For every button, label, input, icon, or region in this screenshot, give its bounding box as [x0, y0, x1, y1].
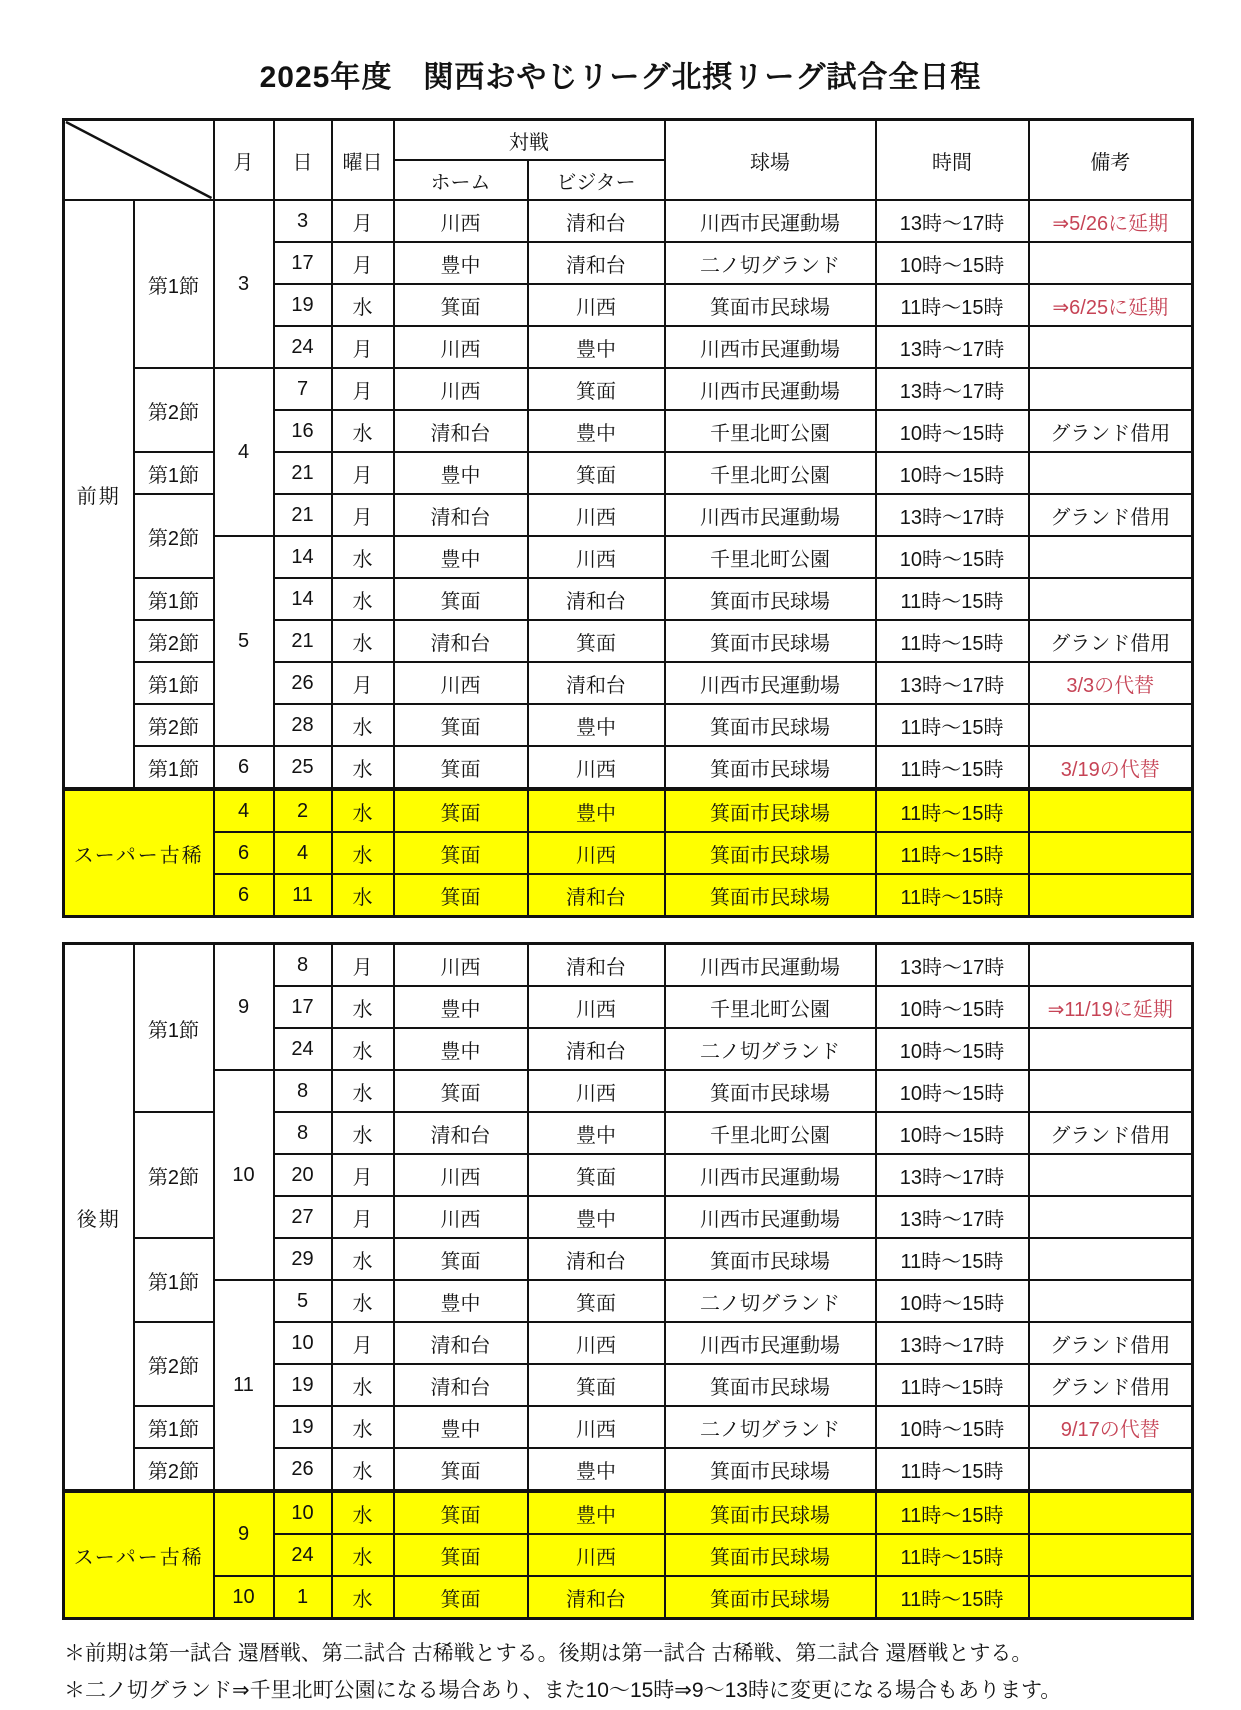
note-cell: [1029, 1534, 1193, 1576]
first-half-label: 前期: [64, 200, 134, 789]
weekday-cell: 水: [332, 578, 394, 620]
weekday-cell: 月: [332, 242, 394, 284]
weekday-cell: 水: [332, 1534, 394, 1576]
visitor-cell: 箕面: [528, 368, 665, 410]
day-cell: 19: [274, 1364, 332, 1406]
stadium-cell: 千里北町公園: [665, 986, 876, 1028]
home-cell: 箕面: [394, 1238, 528, 1280]
home-cell: 清和台: [394, 1322, 528, 1364]
weekday-cell: 水: [332, 1112, 394, 1154]
visitor-cell: 川西: [528, 536, 665, 578]
section-cell: 第1節: [134, 578, 214, 620]
visitor-cell: 清和台: [528, 662, 665, 704]
home-cell: 箕面: [394, 578, 528, 620]
home-cell: 川西: [394, 1196, 528, 1238]
note-cell: [1029, 789, 1193, 832]
stadium-cell: 箕面市民球場: [665, 578, 876, 620]
visitor-cell: 清和台: [528, 578, 665, 620]
stadium-cell: 箕面市民球場: [665, 620, 876, 662]
time-cell: 10時〜15時: [876, 242, 1029, 284]
day-cell: 14: [274, 578, 332, 620]
day-cell: 26: [274, 662, 332, 704]
stadium-cell: 箕面市民球場: [665, 789, 876, 832]
weekday-cell: 水: [332, 1070, 394, 1112]
note-cell: グランド借用: [1029, 1364, 1193, 1406]
schedule-row: [64, 536, 1193, 578]
visitor-cell: 川西: [528, 1322, 665, 1364]
visitor-cell: 川西: [528, 746, 665, 789]
super-koki-label: スーパー古稀: [64, 789, 214, 917]
weekday-cell: 水: [332, 1491, 394, 1534]
schedule-row: [64, 1070, 1193, 1112]
visitor-cell: 川西: [528, 1406, 665, 1448]
home-cell: 豊中: [394, 986, 528, 1028]
visitor-cell: 川西: [528, 494, 665, 536]
schedule-row: [64, 368, 1193, 410]
home-cell: 川西: [394, 944, 528, 987]
stadium-cell: 箕面市民球場: [665, 832, 876, 874]
visitor-cell: 箕面: [528, 1280, 665, 1322]
stadium-cell: 箕面市民球場: [665, 1576, 876, 1619]
schedule-row: [64, 746, 1193, 789]
time-cell: 13時〜17時: [876, 326, 1029, 368]
time-cell: 11時〜15時: [876, 1364, 1029, 1406]
weekday-cell: 水: [332, 620, 394, 662]
day-cell: 17: [274, 986, 332, 1028]
day-cell: 7: [274, 368, 332, 410]
visitor-cell: 川西: [528, 986, 665, 1028]
note-cell: [1029, 1070, 1193, 1112]
footnote-2: ＊二ノ切グランド⇒千里北町公園になる場合あり、また10〜15時⇒9〜13時に変更になる場合もあります。: [64, 1678, 1062, 1702]
section-cell: 第1節: [134, 1406, 214, 1448]
month-cell: 4: [214, 368, 274, 536]
home-cell: 箕面: [394, 1534, 528, 1576]
note-cell: グランド借用: [1029, 410, 1193, 452]
day-cell: 4: [274, 832, 332, 874]
day-cell: 11: [274, 874, 332, 917]
weekday-cell: 水: [332, 704, 394, 746]
stadium-cell: 川西市民運動場: [665, 1322, 876, 1364]
time-cell: 10時〜15時: [876, 410, 1029, 452]
visitor-cell: 豊中: [528, 1196, 665, 1238]
month-cell: 9: [214, 1491, 274, 1576]
day-cell: 20: [274, 1154, 332, 1196]
home-cell: 箕面: [394, 1576, 528, 1619]
schedule-row: [64, 944, 1193, 987]
time-cell: 11時〜15時: [876, 284, 1029, 326]
note-cell: グランド借用: [1029, 1322, 1193, 1364]
day-cell: 16: [274, 410, 332, 452]
home-cell: 箕面: [394, 789, 528, 832]
stadium-cell: 箕面市民球場: [665, 704, 876, 746]
visitor-cell: 箕面: [528, 1364, 665, 1406]
stadium-cell: 川西市民運動場: [665, 200, 876, 242]
visitor-cell: 豊中: [528, 410, 665, 452]
home-cell: 豊中: [394, 1280, 528, 1322]
note-cell: [1029, 1154, 1193, 1196]
time-cell: 10時〜15時: [876, 1070, 1029, 1112]
month-cell: 9: [214, 944, 274, 1071]
note-cell: ⇒6/25に延期: [1029, 284, 1193, 326]
stadium-cell: 箕面市民球場: [665, 1238, 876, 1280]
stadium-cell: 箕面市民球場: [665, 284, 876, 326]
col-header-day: 日: [274, 120, 332, 201]
home-cell: 川西: [394, 662, 528, 704]
day-cell: 24: [274, 1028, 332, 1070]
home-cell: 豊中: [394, 536, 528, 578]
month-cell: 6: [214, 746, 274, 789]
day-cell: 25: [274, 746, 332, 789]
note-cell: [1029, 578, 1193, 620]
super-koki-label: スーパー古稀: [64, 1491, 214, 1619]
home-cell: 箕面: [394, 832, 528, 874]
home-cell: 川西: [394, 200, 528, 242]
visitor-cell: 豊中: [528, 789, 665, 832]
stadium-cell: 川西市民運動場: [665, 1154, 876, 1196]
visitor-cell: 箕面: [528, 620, 665, 662]
time-cell: 13時〜17時: [876, 1154, 1029, 1196]
note-cell: [1029, 368, 1193, 410]
day-cell: 19: [274, 1406, 332, 1448]
visitor-cell: 豊中: [528, 326, 665, 368]
time-cell: 11時〜15時: [876, 746, 1029, 789]
time-cell: 11時〜15時: [876, 874, 1029, 917]
note-cell: [1029, 536, 1193, 578]
visitor-cell: 川西: [528, 1534, 665, 1576]
note-cell: ⇒11/19に延期: [1029, 986, 1193, 1028]
home-cell: 箕面: [394, 1448, 528, 1491]
section-cell: 第1節: [134, 452, 214, 494]
stadium-cell: 箕面市民球場: [665, 1448, 876, 1491]
time-cell: 10時〜15時: [876, 1112, 1029, 1154]
time-cell: 13時〜17時: [876, 494, 1029, 536]
day-cell: 2: [274, 789, 332, 832]
stadium-cell: 川西市民運動場: [665, 326, 876, 368]
weekday-cell: 水: [332, 789, 394, 832]
super-koki-row: [64, 832, 1193, 874]
stadium-cell: 二ノ切グランド: [665, 1406, 876, 1448]
day-cell: 21: [274, 620, 332, 662]
stadium-cell: 二ノ切グランド: [665, 1028, 876, 1070]
month-cell: 6: [214, 874, 274, 917]
home-cell: 川西: [394, 368, 528, 410]
stadium-cell: 箕面市民球場: [665, 1534, 876, 1576]
stadium-cell: 箕面市民球場: [665, 746, 876, 789]
time-cell: 10時〜15時: [876, 1028, 1029, 1070]
month-cell: 11: [214, 1280, 274, 1491]
schedule-page: [0, 52, 1241, 1706]
weekday-cell: 月: [332, 1322, 394, 1364]
visitor-cell: 清和台: [528, 1028, 665, 1070]
stadium-cell: 箕面市民球場: [665, 1364, 876, 1406]
day-cell: 24: [274, 326, 332, 368]
col-header-visitor: ビジター: [528, 160, 665, 200]
schedule-row: [64, 200, 1193, 242]
day-cell: 24: [274, 1534, 332, 1576]
home-cell: 川西: [394, 326, 528, 368]
home-cell: 豊中: [394, 1406, 528, 1448]
weekday-cell: 月: [332, 368, 394, 410]
time-cell: 10時〜15時: [876, 536, 1029, 578]
note-cell: [1029, 1238, 1193, 1280]
time-cell: 11時〜15時: [876, 789, 1029, 832]
footnotes: [64, 1636, 1241, 1710]
time-cell: 13時〜17時: [876, 200, 1029, 242]
weekday-cell: 水: [332, 746, 394, 789]
day-cell: 10: [274, 1491, 332, 1534]
note-cell: [1029, 944, 1193, 987]
page-title: 2025年度 関西おやじリーグ北摂リーグ試合全日程: [259, 61, 982, 94]
day-cell: 29: [274, 1238, 332, 1280]
col-header-home: ホーム: [394, 160, 528, 200]
super-koki-row: [64, 1576, 1193, 1619]
stadium-cell: 箕面市民球場: [665, 874, 876, 917]
time-cell: 11時〜15時: [876, 832, 1029, 874]
second-half-table: [62, 942, 1194, 1620]
note-cell: [1029, 1576, 1193, 1619]
time-cell: 11時〜15時: [876, 578, 1029, 620]
weekday-cell: 月: [332, 1196, 394, 1238]
month-cell: 3: [214, 200, 274, 368]
super-koki-row: [64, 874, 1193, 917]
time-cell: 10時〜15時: [876, 986, 1029, 1028]
section-cell: 第1節: [134, 746, 214, 789]
time-cell: 10時〜15時: [876, 452, 1029, 494]
day-cell: 21: [274, 494, 332, 536]
header-row-1: [64, 120, 1193, 161]
visitor-cell: 箕面: [528, 1154, 665, 1196]
time-cell: 11時〜15時: [876, 620, 1029, 662]
home-cell: 豊中: [394, 452, 528, 494]
stadium-cell: 川西市民運動場: [665, 494, 876, 536]
note-cell: [1029, 242, 1193, 284]
home-cell: 箕面: [394, 704, 528, 746]
home-cell: 箕面: [394, 874, 528, 917]
visitor-cell: 川西: [528, 1070, 665, 1112]
section-cell: 第2節: [134, 1112, 214, 1238]
visitor-cell: 清和台: [528, 242, 665, 284]
home-cell: 豊中: [394, 242, 528, 284]
visitor-cell: 豊中: [528, 1112, 665, 1154]
weekday-cell: 水: [332, 1364, 394, 1406]
weekday-cell: 水: [332, 284, 394, 326]
note-cell: 9/17の代替: [1029, 1406, 1193, 1448]
weekday-cell: 水: [332, 1576, 394, 1619]
section-cell: 第2節: [134, 1448, 214, 1491]
day-cell: 26: [274, 1448, 332, 1491]
corner-cell: [64, 120, 214, 201]
stadium-cell: 二ノ切グランド: [665, 242, 876, 284]
day-cell: 21: [274, 452, 332, 494]
home-cell: 箕面: [394, 746, 528, 789]
home-cell: 豊中: [394, 1028, 528, 1070]
day-cell: 14: [274, 536, 332, 578]
time-cell: 13時〜17時: [876, 944, 1029, 987]
time-cell: 13時〜17時: [876, 1196, 1029, 1238]
time-cell: 13時〜17時: [876, 662, 1029, 704]
weekday-cell: 水: [332, 410, 394, 452]
home-cell: 川西: [394, 1154, 528, 1196]
time-cell: 11時〜15時: [876, 1238, 1029, 1280]
home-cell: 箕面: [394, 1491, 528, 1534]
visitor-cell: 豊中: [528, 1491, 665, 1534]
stadium-cell: 川西市民運動場: [665, 368, 876, 410]
note-cell: [1029, 1028, 1193, 1070]
note-cell: [1029, 832, 1193, 874]
weekday-cell: 水: [332, 1238, 394, 1280]
visitor-cell: 川西: [528, 284, 665, 326]
col-header-note: 備考: [1029, 120, 1193, 201]
visitor-cell: 清和台: [528, 944, 665, 987]
note-cell: [1029, 1448, 1193, 1491]
visitor-cell: 川西: [528, 832, 665, 874]
day-cell: 8: [274, 944, 332, 987]
weekday-cell: 水: [332, 874, 394, 917]
time-cell: 10時〜15時: [876, 1406, 1029, 1448]
stadium-cell: 千里北町公園: [665, 1112, 876, 1154]
month-cell: 6: [214, 832, 274, 874]
weekday-cell: 月: [332, 452, 394, 494]
col-header-stadium: 球場: [665, 120, 876, 201]
stadium-cell: 千里北町公園: [665, 452, 876, 494]
stadium-cell: 川西市民運動場: [665, 1196, 876, 1238]
day-cell: 17: [274, 242, 332, 284]
time-cell: 13時〜17時: [876, 1322, 1029, 1364]
note-cell: [1029, 326, 1193, 368]
weekday-cell: 水: [332, 1406, 394, 1448]
weekday-cell: 月: [332, 494, 394, 536]
home-cell: 清和台: [394, 410, 528, 452]
time-cell: 13時〜17時: [876, 368, 1029, 410]
note-cell: [1029, 874, 1193, 917]
visitor-cell: 清和台: [528, 200, 665, 242]
weekday-cell: 月: [332, 662, 394, 704]
note-cell: 3/19の代替: [1029, 746, 1193, 789]
section-cell: 第1節: [134, 944, 214, 1113]
weekday-cell: 水: [332, 832, 394, 874]
weekday-cell: 水: [332, 536, 394, 578]
super-koki-row: [64, 789, 1193, 832]
note-cell: [1029, 704, 1193, 746]
home-cell: 箕面: [394, 284, 528, 326]
weekday-cell: 水: [332, 1280, 394, 1322]
month-cell: 5: [214, 536, 274, 746]
col-header-time: 時間: [876, 120, 1029, 201]
visitor-cell: 豊中: [528, 704, 665, 746]
visitor-cell: 清和台: [528, 874, 665, 917]
day-cell: 28: [274, 704, 332, 746]
section-cell: 第1節: [134, 200, 214, 368]
time-cell: 11時〜15時: [876, 1491, 1029, 1534]
note-cell: [1029, 452, 1193, 494]
second-half-label: 後期: [64, 944, 134, 1492]
month-cell: 10: [214, 1576, 274, 1619]
day-cell: 5: [274, 1280, 332, 1322]
time-cell: 11時〜15時: [876, 1576, 1029, 1619]
weekday-cell: 月: [332, 944, 394, 987]
note-cell: グランド借用: [1029, 620, 1193, 662]
stadium-cell: 箕面市民球場: [665, 1070, 876, 1112]
footnote-1: ＊前期は第一試合 還暦戦、第二試合 古稀戦とする。後期は第一試合 古稀戦、第二試合 還暦戦とする。: [64, 1642, 1033, 1665]
super-koki-row: [64, 1491, 1193, 1534]
time-cell: 11時〜15時: [876, 1448, 1029, 1491]
home-cell: 清和台: [394, 620, 528, 662]
day-cell: 3: [274, 200, 332, 242]
stadium-cell: 二ノ切グランド: [665, 1280, 876, 1322]
stadium-cell: 千里北町公園: [665, 410, 876, 452]
note-cell: 3/3の代替: [1029, 662, 1193, 704]
note-cell: ⇒5/26に延期: [1029, 200, 1193, 242]
stadium-cell: 川西市民運動場: [665, 944, 876, 987]
month-cell: 4: [214, 789, 274, 832]
time-cell: 11時〜15時: [876, 1534, 1029, 1576]
visitor-cell: 豊中: [528, 1448, 665, 1491]
home-cell: 清和台: [394, 1364, 528, 1406]
weekday-cell: 水: [332, 1028, 394, 1070]
section-cell: 第2節: [134, 1322, 214, 1406]
visitor-cell: 箕面: [528, 452, 665, 494]
month-cell: 10: [214, 1070, 274, 1280]
corner-diagonal-line: [65, 121, 213, 199]
time-cell: 10時〜15時: [876, 1280, 1029, 1322]
col-header-match: 対戦: [394, 120, 665, 161]
day-cell: 10: [274, 1322, 332, 1364]
home-cell: 清和台: [394, 1112, 528, 1154]
day-cell: 27: [274, 1196, 332, 1238]
stadium-cell: 川西市民運動場: [665, 662, 876, 704]
section-cell: 第1節: [134, 662, 214, 704]
day-cell: 8: [274, 1070, 332, 1112]
section-cell: 第1節: [134, 1238, 214, 1322]
time-cell: 11時〜15時: [876, 704, 1029, 746]
note-cell: グランド借用: [1029, 494, 1193, 536]
day-cell: 8: [274, 1112, 332, 1154]
note-cell: [1029, 1196, 1193, 1238]
weekday-cell: 月: [332, 326, 394, 368]
schedule-row: [64, 1280, 1193, 1322]
note-cell: [1029, 1280, 1193, 1322]
first-half-table: [62, 118, 1194, 918]
col-header-weekday: 曜日: [332, 120, 394, 201]
weekday-cell: 水: [332, 1448, 394, 1491]
section-cell: 第2節: [134, 704, 214, 746]
home-cell: 箕面: [394, 1070, 528, 1112]
weekday-cell: 月: [332, 1154, 394, 1196]
note-cell: [1029, 1491, 1193, 1534]
visitor-cell: 清和台: [528, 1576, 665, 1619]
visitor-cell: 清和台: [528, 1238, 665, 1280]
section-cell: 第2節: [134, 368, 214, 452]
note-cell: グランド借用: [1029, 1112, 1193, 1154]
stadium-cell: 箕面市民球場: [665, 1491, 876, 1534]
day-cell: 19: [274, 284, 332, 326]
weekday-cell: 月: [332, 200, 394, 242]
col-header-month: 月: [214, 120, 274, 201]
weekday-cell: 水: [332, 986, 394, 1028]
stadium-cell: 千里北町公園: [665, 536, 876, 578]
day-cell: 1: [274, 1576, 332, 1619]
home-cell: 清和台: [394, 494, 528, 536]
section-cell: 第2節: [134, 620, 214, 662]
section-cell: 第2節: [134, 494, 214, 578]
